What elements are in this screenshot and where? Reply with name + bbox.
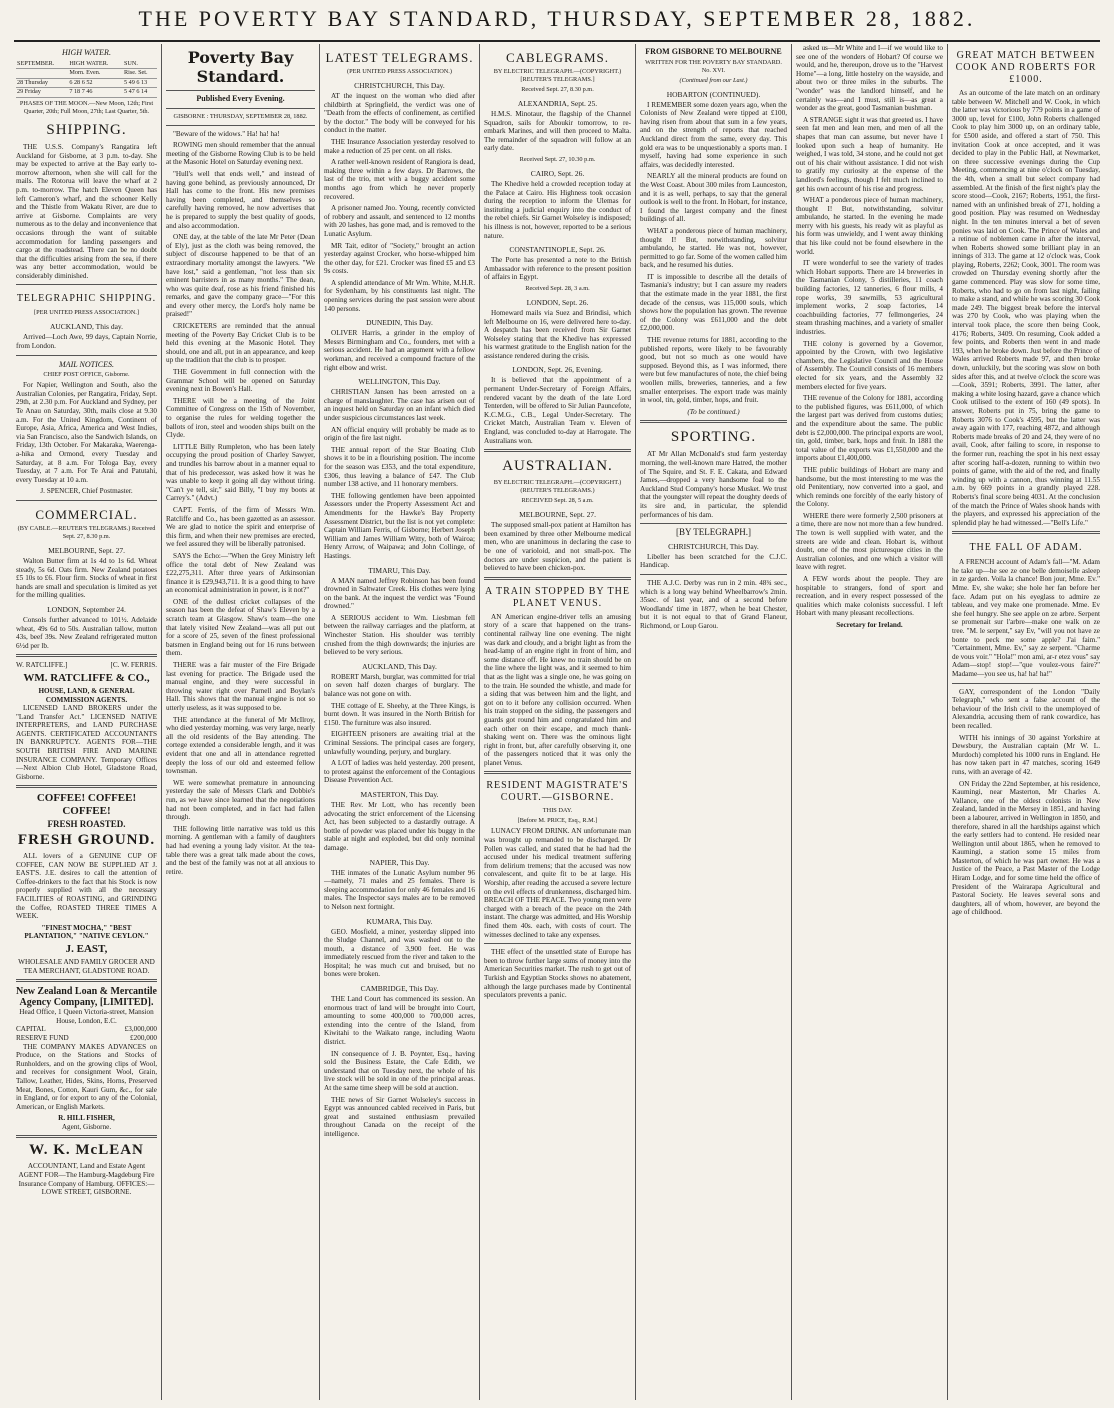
mclean-title: W. K. McLEAN [29, 1142, 144, 1159]
cable-place: CAIRO, Sept. 26. [530, 168, 585, 178]
commercial-text-2: Consols further advanced to 101½. Adelaide wheat, 49s 6d to 50s. Australian tallow, mutton 43s, beef 39s. New Zealand refrigerated mutton 6½d per lb. [16, 615, 157, 650]
court-text: LUNACY FROM DRINK. AN unfortunate man was brought up remanded to be discharged. Dr Pollen was called, and stated that he had had the accused under his medical treatment suffering from delirium tremens; that the accused was now convalescent, and quite fit to be at large. His Worship, after reading the accused a severe lecture on the evil effects of drunkenness, discharged him. BREACH OF THE PEACE. Two young men were charged with a breach of the peace on the 24th instant. The charge was admitted, and His Worship fined them 40s. each, with costs of court. The witnesses declined to take any expenses. [484, 827, 631, 939]
table-cell: 28 Thursday [16, 78, 68, 88]
table-row [16, 78, 157, 88]
paragraph: CRICKETERS are reminded that the annual meeting of the Poverty Bay Cricket Club is to be held this evening at the Masonic Hotel. They should, one and all, put in an appearance, and keep up the tradition that the club is to prosper. [166, 322, 315, 365]
serial-end-note: (To be continued.) [687, 407, 740, 416]
coffee-tag: "FINEST MOCHA," "BEST PLANTATION," "NATIVE CEYLON." [24, 923, 149, 941]
received-line: Received Sept. 27, 10.30 p.m. [519, 155, 596, 163]
paragraph: IT were wonderful to see the variety of trades which Hobart supports. There are 14 breweries in the Tasmanian Colony, 5 distilleries, 11 coach building factories, 12 tanneries, 6 flour mills, 4 rope works, 39 sawmills, 53 agricultural implement works, 2 soap factories, 14 coachbuilding factories, 77 fellmongeries, 24 steam thrashing machines, and a variety of smaller industries. [796, 259, 943, 336]
commercial-heading: COMMERCIAL. [35, 506, 138, 522]
paragraph: ROWING men should remember that the annual meeting of the Gisborne Rowing Club is to be held at the Masonic Hotel on Saturday evening next. [166, 141, 315, 167]
received-line: Received Sept. 27, 8.30 p.m. [521, 86, 594, 93]
paragraph: WHERE there were formerly 2,500 prisoners at a time, there are now not more than a few hundred. The town is well supplied with water, and the streets are wide and clean. Hobart is, without doubt, one of the most picturesque cities in the Australian colonies, and one which a visitor will leave with regret. [796, 511, 943, 572]
telegram-text: A LOT of ladies was held yesterday. 200 present, to protest against the enforcement of the Contagious Disease Prevention Act. [324, 759, 475, 785]
commercial-place-2: LONDON, September 24. [47, 604, 126, 614]
telegram-item [324, 492, 475, 561]
table-cell: 5 47 6 14 [123, 88, 157, 98]
column-footer: Secretary for Ireland. [836, 621, 903, 629]
telegram-text: A rather well-known resident of Rangiora is dead, making three within a few days. Dr Barrows, the last of the trio, met with a buggy accident some months ago from which he never properly recovered. [324, 158, 475, 201]
telegram-text: A prisoner named Jno. Young, recently convicted of robbery and assault, and sentenced to 12 months with 20 lashes, has gone mad, and is removed to the Lunatic Asylum. [324, 204, 475, 238]
court-sub: THIS DAY. [542, 807, 573, 815]
match-heading: GREAT MATCH BETWEEN COOK AND ROBERTS FOR £1000. [955, 50, 1097, 85]
divider [166, 125, 315, 126]
divider [16, 355, 157, 356]
tide-table [16, 60, 157, 98]
divider [484, 943, 631, 944]
telegram-text: AN official enquiry will probably be made as to origin of the fire last night. [324, 425, 475, 443]
divider [16, 1135, 157, 1138]
telegram-text: THE following gentlemen have been appointed Assessors under the Property Assessment Act and Amendments for the Hawke's Bay Property Assessment District, but the list is not yet complete: Captain William Ferris, of Gisborne; Herbert Joseph William and James William Witty, both of Wairoa; Henry Arrow, of Waipawa; and John Collinge, of Hastings. [324, 491, 475, 560]
telegram-text: THE Rev. Mr Lott, who has recently been advocating the strict enforcement of the Licensing Act, has been subjected to a dastardly outrage. A bottle of powder was placed under his buggy in the stable at night and exploded, but did only nominal damage. [324, 800, 475, 852]
paragraph: ON Friday the 22nd September, at his residence, Kaumingi, near Masterton, Mr Charles A. Vallance, one of the oldest colonists in New Zealand, landed in the Mersey in 1851, and having been a labourer, arrived in Wellington in 1850, and therefore, shared in all the hardships against which the early settlers had to contend. He resided near Wellington until about 1865, when he removed to Kaumingi, a station some 15 miles from Masterton, of which he was part owner. He was a Justice of the Peace, a Past Master of the Lodge Hiram Lodge, and for some time held the office of President of the Wairarapa Agricultural and Pastoral Society. He leaves several sons and daughters, all of whom, however, are beyond the age of childhood. [952, 779, 1100, 917]
telegram-item [324, 614, 475, 657]
table-cell: SEPTEMBER. [16, 60, 68, 69]
telegram-place: CAMBRIDGE, This Day. [360, 984, 439, 994]
ratcliffe-text: LICENSED LAND BROKERS under the "Land Transfer Act." LICENSED NATIVE INTERPRETERS, and LAND PURCHASE AGENTS. CERTIFICATED ACCOUNTANTS IN BANKRUPTCY. AGENTS FOR—THE SOUTH BRITISH FIRE AND MARINE INSURANCE COMPANY. Temporary Offices—Next Albion Club Hotel, Gladstone Road, Gisborne. [16, 704, 157, 781]
commercial-text: Walton Butter firm at 1s 4d to 1s 6d. Wheat steady, 5s 6d. Oats firm. New Zealand potatoes £5 10s to £6. Flour firm. Stocks of wheat in first hands are small and speculation is limited as yet for the milling qualities. [16, 556, 157, 600]
reserve-label: RESERVE FUND [16, 1033, 69, 1042]
shipping-heading: SHIPPING. [46, 121, 127, 138]
telegram-text: ROBERT Marsh, burglar, was committed for trial on seven half dozen charges of burglary. The balance was not gone on with. [324, 672, 475, 699]
telegram-text: GEO. Mosfield, a miner, yesterday slipped into the Sludge Channel, and was washed out to the mouth, a distance of 3,900 feet. He was immediately rescued from the river and taken to the Hospital; he was much cut and bruised, but no bones were broken. [324, 927, 475, 979]
capital-label: CAPITAL [16, 1025, 46, 1034]
coffee-line-1: COFFEE! COFFEE! COFFEE! [36, 792, 137, 818]
cable-text: H.M.S. Minotaur, the flagship of the Channel Squadron, sails for Aboukir tomorrow, to re-embark Marines, and will then proceed to Malta. The remainder of the squadron will follow at an early date. [484, 110, 631, 153]
telegram-item [324, 138, 475, 155]
telegraph-heading: [BY TELEGRAPH.] [676, 527, 751, 538]
match-text: As an outcome of the late match on an ordinary table between W. Mitchell and W. Cook, in which the latter was victorious by 779 points in a game of 3000 up, level for £100, John Roberts challenged Cook to play him 3000 up, on an ordinary table, for £500 aside, and offered a start of 750. This invitation Cook at once accepted, and it was decided to play in the Public Hall, at Newmarket, on three successive evenings during the Cup Meeting, commencing at nine o'clock on Tuesday, the 4th, when a small but select company had assembled. At the finish of the first night's play the score stood—Cook, 2167; Roberts, 1951, the first-named with an unfinished break of 271, holding a good position. Play was resumed on Wednesday night. In the ten minutes interval a bet of seven ponies was laid on Cook. The Prince of Wales and a retinue of noblemen came in after the interval, when Roberts showed some brilliant play in an innings of 313. The game at 12 o'clock was, Cook playing, Roberts, 2262; Cook, 3001. The room was crowded on Thursday evening shortly after the game commenced. Play was slow for some time, Roberts, who had to go on from last night, failing to make a stand, and while he was scoring 30 Cook made 249. The biggest break before the interval was 270 by Cook, who was playing when the interval took place, the score then being Cook, 4176; Roberts, 3409. On resuming, Cook added a few points, and Roberts then went in and made 193, when he broke down. Just before the Prince of Wales arrived Roberts made 97, and then broke down, unluckily, but the scoring was slow on both sides after this, and at twelve o'clock the score was—Cook, 3591; Roberts, 3991. The latter, after making a white losing hazard, gave a chance which Cook utilised to the extent of 160 (49 spots). In answer, Roberts put in 75, bring the game to Roberts 3076 to Cook's 4595, but the latter was away again with 177, reaching 4872, and although Roberts made breaks of 20 and 24, they were of no avail, Cook, after failing to score, in response to the former run, reaching the spot in his next essay after scoring half-a-dozen, running to within two points of game, with the aid of the red, and finally winding up with a cannon, thus winning at 11.55 a.m. by 669 points in a grandly played 228. Roberts's final score being 4031. At the conclusion of the match the Prince of Wales shook hands with the players, and expressed his appreciation of the splendid play he had witnessed.—"Bell's Life." [952, 89, 1100, 527]
received-line: Received Sept. 28, 3 a.m. [525, 284, 590, 292]
coffee-line-2: FRESH ROASTED. [47, 819, 126, 830]
telegram-place: TIMARU, This Day. [368, 565, 431, 575]
divider [16, 979, 157, 982]
paper-title: Poverty Bay Standard. [187, 48, 294, 86]
sporting-heading: SPORTING. [670, 429, 757, 446]
cable-text: The Khedive held a crowded reception today at the Palace at Cairo. His Highness took occasion during the reception to inform the Ulemas for instituting a judicial enquiry into the conduct of the rebel chiefs. Sir Garnet Wolseley is indisposed; his illness is not, however, reported to be a serious nature. [484, 179, 631, 240]
column-3 [320, 44, 480, 1400]
telegraphic-text: Arrived—Loch Awe, 99 days, Captain Norrie, from London. [16, 333, 157, 351]
column-1 [12, 44, 162, 1400]
telegram-item [324, 377, 475, 422]
cable-place: LONDON, Sept. 26. [526, 297, 589, 307]
paragraph: I REMEMBER some dozen years ago, when the Colonists of New Zealand were tipped at £100, having risen from about that sum in a few years, and on the strength of reports that reached Auckland direct from the same, every day. This gold era was to be unquestionably a sports man. I myself, having had some experience in such affairs, was decidedly interested. [640, 100, 787, 169]
cable-place: LONDON, Sept. 26, Evening. [512, 365, 603, 375]
divider [16, 654, 157, 657]
masthead-rule [14, 40, 1100, 42]
telegram-item [324, 279, 475, 313]
australian-sub: BY ELECTRIC TELEGRAPH.—(COPYRIGHT.) (REUTER'S TELEGRAMS.) [493, 479, 622, 495]
reserve-value: £200,000 [130, 1033, 157, 1042]
telegram-place: CHRISTCHURCH, This Day. [354, 81, 445, 90]
closing-text: THE effect of the unsettled state of Europe has been to throw further large sums of money into the American Securities market. The rush to get out of Turkish and Egyptian Stocks shows no abatement, although the large purchases made by Continental speculators prevents a panic. [484, 948, 631, 1000]
serial-place: HOBARTON (CONTINUED). [666, 89, 761, 99]
telegram-text: IN consequence of J. B. Poynter, Esq., having sold the Business Estate, the Cafe Edith, we understand that on Tuesday next, the whole of his live stock will be sold in one of the principal areas. At the same time sheep will be sold at auction. [324, 1049, 475, 1092]
sporting-text: AT Mr Allan McDonald's stud farm yesterday morning, the well-known mare Hatred, the mother of The Squire, and St. F. E. Cakata, and Edward James,—dropped a very handsome foal to the Auckland Stud Company's horse Musket. We trust that the youngster will repeat the doughty deeds of its sire and, in particular, the splendid performances of his dam. [640, 450, 787, 519]
coffee-text: ALL lovers of a GENUINE CUP OF COFFEE, CAN NOW BE SUPPLIED AT J. EAST'S. J.E. desires to call the attention of Coffee-drinkers to the fact that his Stock is now properly supplied with all the necessary FACILITIES of ROASTING, and GRINDING the Coffee, ROASTED THREE TIMES A WEEK. [16, 852, 157, 921]
telegram-item [324, 158, 475, 201]
telegraph-text: Libeller has been scratched for the C.J.C. Handicap. [640, 552, 787, 570]
table-cell: HIGH WATER. [68, 60, 123, 69]
agent-name: R. HILL FISHER, [58, 1114, 115, 1123]
telegram-item [324, 318, 475, 372]
paragraph: NEARLY all the mineral products are found on the West Coast. About 300 miles from Launceston, and it is as well, perhaps, to say that the general outlook is well to the front. In Hobart, for instance, I found the largest company and the finest buildings of all. [640, 172, 787, 224]
australian-place: MELBOURNE, Sept. 27. [519, 510, 596, 520]
column-6 [792, 44, 948, 1400]
mail-signoff: J. SPENCER, Chief Postmaster. [40, 487, 133, 496]
divider [166, 90, 315, 91]
paragraph: SAYS the Echo:—"When the Grey Ministry left office the total debt of New Zealand was £22,275,311. After three years of Atkinsonian finance it is £29,943,711. It is a good thing to have an economical administration in power, is it not?" [166, 551, 315, 595]
telegram-place: WELLINGTON, This Day. [358, 377, 441, 387]
telegram-item [324, 858, 475, 912]
telegram-text: THE annual report of the Star Boating Club shows it to be in a flourishing position. The income for the season was £353, and the total expenditure, £306, thus leaving a balance of £47. The Club number 138 active, and 11 honorary members. [324, 445, 475, 489]
ratcliffe-header [16, 661, 157, 670]
telegram-place: MASTERTON, This Day. [360, 789, 439, 799]
telegram-item [324, 426, 475, 443]
australian-heading: AUSTRALIAN. [502, 458, 613, 475]
telegram-item [324, 566, 475, 611]
divider [952, 531, 1100, 534]
paragraph: THE Government in full connection with the Grammar School will be opened on Saturday evening next in Bowen's Hall. [166, 368, 315, 394]
column-2 [162, 44, 320, 1400]
divider [484, 449, 631, 452]
telegram-place: KUMARA, This Day. [366, 916, 433, 926]
table-cell: 7 18 7 46 [68, 88, 123, 98]
column-4 [480, 44, 636, 1400]
table-row [16, 60, 157, 69]
paragraph: THE public buildings of Hobart are many and handsome, but the most interesting to me was the old Penitentiary, now converted into a gaol, and which reminds one forcibly of the early history of the Colony. [796, 465, 943, 509]
telegram-text: THE inmates of the Lunatic Asylum number 96—namely, 71 males and 25 females. There is sleeping accommodation for only 46 females and 16 males. The Inspector says males are to be removed to Nelson next fortnight. [324, 868, 475, 911]
telegram-item [324, 662, 475, 699]
divider [952, 683, 1100, 684]
serial-sub: WRITTEN FOR THE POVERTY BAY STANDARD. No. XVI. [645, 58, 782, 74]
ratcliffe-right: [C. W. FERRIS. [110, 661, 157, 670]
telegram-item [324, 242, 475, 276]
mail-text: For Napier, Wellington and South, also the Australian Colonies, per Rangatira, Friday, Sept. 29th, at 2.30 p.m. For Auckland and Sydney, per Te Anau on Saturday, 30th, mails close at 9.30 a.m. For the United Kingdom, Continent of Europe, Asia, Africa, America and West Indies, via San Francisco, also the Sandwich Islands, on Friday, 13th October. For Makaraka, Waerenga-a-hika and Ormond, every Tuesday and Saturday, at 8 a.m. For Tologa Bay, every Tuesday, at 7 a.m. For Te Arai and Patutahi, every Tuesday at 10 a.m. [16, 381, 157, 484]
table-cell: Morn. Even. [68, 69, 123, 79]
telegram-item [324, 917, 475, 980]
telegram-item [324, 790, 475, 853]
paragraph: THE attendance at the funeral of Mr McIlroy, who died yesterday morning, was very large, nearly all the old residents of the Bay attending. The cortege extended a considerable length, and it was evident that one and all in attendance regretted deeply the loss of our old and esteemed fellow townsman. [166, 715, 315, 776]
divider [640, 420, 787, 423]
paragraph: "Beware of the widows." Ha! ha! ha! [173, 129, 280, 138]
australian-text: The supposed small-pox patient at Hamilton has been examined by three other Melbourne medical men, who are unanimous in declaring the case to be one of varioloid, and not small-pox. The doctors are under suspicion, and the patient is believed to have been chicken-pox. [484, 521, 631, 573]
telegram-item [324, 730, 475, 756]
tide-note: PHASES OF THE MOON.—New Moon, 12th; First Quarter, 20th; Full Moon, 27th; Last Quarter, 5th. [19, 99, 154, 115]
ratcliffe-line: HOUSE, LAND, & GENERAL COMMISSION AGENTS. [38, 686, 135, 704]
telegraphic-place: AUCKLAND, This day. [49, 322, 124, 332]
nz-loan-title: New Zealand Loan & Mercantile Agency Company, [LIMITED]. [16, 986, 157, 1009]
mclean-text: AGENT FOR—The Hamburg-Magdeburg Fire Insurance Company of Hamburg. OFFICES:—LOWE STREET, GISBORNE. [18, 1171, 155, 1197]
adam-text: A FRENCH account of Adam's fall—"M. Adam he take up—he see ze one belle demoiselle asleep in ze garden. Voila la chance! Bon jour, Mme. Ev." Mme. Ev, she wake; she hole her fan before her face. Adam put on his eyeglass to admire ze tableau, and vey make one promenade. Mme. Ev she feel hungry. She see apple on ze arbre. Serpent se promenait sur l'arbre—make one walk on ze tree. "M. le serpent," say Ev, "will you not have ze bonte to peck me some apple? J'ai faim." "Certainment, Mme. Ev," say ze serpent. "Charme de vous voir." "Hola!" mon ami, ar-r etez vous" say Adam—stop! stop!—"que voulez-vous faire?" Madame—you see us, ha! ha! ha!" [952, 558, 1100, 678]
column-7 [948, 44, 1104, 1400]
cable-text: It is believed that the appointment of a permanent Under-Secretary of Foreign Affairs, rendered vacant by the death of the late Lord Tenterden, will be offered to Sir Julian Pauncefote, K.C.M.G., C.B., Legal Under-Secretary. The Cricket Match, Australian Team v. Eleven of England, was concluded to-day at Harrogate. The Australians won. [484, 376, 631, 445]
paragraph: WE were somewhat premature in announcing yesterday the sale of Messrs Clark and Dobbie's run, as we have since learned that the negotiations had not been completed, and in fact had fallen through. [166, 778, 315, 822]
coffee-line-3: FRESH GROUND. [17, 832, 156, 849]
court-heading: RESIDENT MAGISTRATE'S COURT.—GISBORNE. [486, 780, 629, 804]
paragraph: WITH his innings of 30 against Yorkshire at Dewsbury, the Australian captain (Mr W. L. Murdoch) completed his 1000 runs in England. He has now taken part in 47 matches, scoring 1649 runs, with an average of 42. [952, 733, 1100, 776]
ratcliffe-title: WM. RATCLIFFE & CO., [23, 671, 150, 684]
commercial-sub: (BY CABLE.—REUTER'S TELEGRAMS.) Received Sept. 27, 8.30 p.m. [17, 524, 156, 540]
paragraph: IT is impossible to describe all the details of Tasmania's industry; but I can assure my readers that the estimate made in the year 1881, the first decade of the census, was 115,000 souls, which shows how the population has grown. The revenue of the Colony was £611,000 and the debt £2,000,000. [640, 272, 787, 333]
mail-sub: CHIEF POST OFFICE, Gisborne. [43, 371, 130, 379]
paragraph: A STRANGE sight it was that greeted us. I have seen fat men and lean men, and men of all the shapes that man can assume, but never have I looked upon such a heap of humanity. He weighed, I was told, 34 stone, and he could not get out of his chair without assistance. I did not wish to gratify my curiosity at the expense of the landlord's feelings, though I felt much inclined to get his own account of his rise and progress. [796, 115, 943, 193]
table-cell: 6 28 6 52 [68, 78, 123, 88]
serial-heading: FROM GISBORNE TO MELBOURNE [645, 47, 782, 56]
telegram-text: THE news of Sir Garnet Wolseley's success in Egypt was announced cabled received in Paris, but great and sustained enthusiasm prevailed throughout Canada on the receipt of the intelligence. [324, 1095, 475, 1138]
paragraph: THE following little narrative was told us this morning. A gentleman with a family of daughters had had evening a young lady visitor. At the tea-table there was a great talk made about the cows, and the best of the family was not at all anxious to retire. [166, 824, 315, 876]
telegram-place: AUCKLAND, This Day. [362, 661, 437, 671]
telegram-item [324, 446, 475, 489]
divider [484, 577, 631, 580]
paragraph: THERE will be a meeting of the Joint Committee of Congress on the 15th of November, to organise the rules for welding together the ballots of iron, steel and wooden ships built on the Clyde. [166, 396, 315, 440]
telegram-item [324, 984, 475, 1047]
tide-heading: HIGH WATER. [62, 48, 111, 57]
table-row [16, 88, 157, 98]
cable-text: The Porte has presented a note to the British Ambassador with reference to the present position of affairs in Egypt. [484, 256, 631, 282]
telegram-text: OLIVER Harris, a grinder in the employ of Messrs Birmingham and Co., founders, met with a serious accident. He had an argument with a fellow workman, and received a compound fracture of the right elbow and wrist. [324, 329, 475, 372]
paragraph: WHAT a ponderous piece of human machinery, thought I! But, notwithstanding, solvitur ambulando, he started. He was not, however, permitted to go far. Some of the women called him back, and he resumed his duties. [640, 226, 787, 270]
published-line: Published Every Evening. [196, 94, 285, 103]
telegram-text: THE Land Court has commenced its session. An enormous tract of land will be brought into Court, amounting to some 400,000 to 700,000 acres, extending into the centre of the Island, from Kiwitahi to the Waikato range, including Waotu district. [324, 995, 475, 1047]
telegram-text: THE Insurance Association yesterday resolved to make a reduction of 25 per cent. on all risks. [324, 137, 475, 155]
paragraph: WHAT a ponderous piece of human machinery, thought I! But, notwithstanding, solvitur ambulando, he started. In the evening he made merry with his guests, his ready wit as playful as his form was unwieldy, and I went away thinking that his like could not be found elsewhere in the world. [796, 196, 943, 256]
newspaper-page [12, 44, 1104, 1400]
telegram-item [324, 1050, 475, 1093]
paragraph: THE revenue of the Colony for 1881, according to the published figures, was £611,000, of which the largest part was derived from customs duties; and the expenditure about the same. The public debt is £2,000,000. The principal exports are wool, tin, gold, timber, bark, hops and fruit. In 1881 the total value of the exports was £1,550,000 and the imports about £1,400,000. [796, 394, 943, 463]
cable-place: CONSTANTINOPLE, Sept. 26. [509, 245, 606, 255]
adam-heading: THE FALL OF ADAM. [969, 542, 1083, 554]
telegraph-place: CHRISTCHURCH, This Day. [668, 541, 759, 551]
paragraph: LITTLE Billy Rumpleton, who has been lately occupying the proud position of Charley Sawyer, and trundles his barrow about in a manner equal to that of his predecessor, was asked how it was he was unable to keep it going all day without tiring. "Can't ye tell, sir," said Billy, "I buy my boots at Carrey's." (Advt.) [166, 442, 315, 503]
paragraph: THE revenue returns for 1881, according to the published reports, were likely to be favourably good, but not so much as one would have supposed. Beyond this, as I was informed, there were but few manufactures of note, the chief being woollen mills, breweries, tanneries, and a few smaller enterprises. The export trade was mainly in wool, tin, gold, timber, hops, and fruit. [640, 336, 787, 405]
telegram-item [324, 702, 475, 728]
paragraph: asked us—Mr White and I—if we would like to see one of the wonders of Hobart? Of course we would, and he, thereupon, drove us to the "Harvest Home"—a long, little hostelry on the wayside, and about two or three miles in the suburbs. The "wonder" was the landlord himself, and he certainly was—and I must, still is—as great a wonder as the great, good Tasmanian bushman. [796, 44, 943, 113]
mail-heading: MAIL NOTICES. [59, 359, 114, 369]
australian-received: RECEIVED Sept. 28, 5 a.m. [521, 497, 594, 505]
divider [16, 785, 157, 788]
capital-value: £3,000,000 [124, 1025, 157, 1034]
paragraph: GAY, correspondent of the London "Daily Telegraph," who sent a false account of the behaviour of the Irish civil to the unemployed of Alexandria, accusing them of rank cowardice, has been recalled. [952, 687, 1100, 730]
divider [484, 771, 631, 774]
telegram-text: CHRISTIAN Jansen has been arrested on a charge of manslaughter. The case has arisen out of an inquest held on Saturday on an infant which died under suspicious circumstances last week. [324, 388, 475, 422]
telegraphic-heading: TELEGRAPHIC SHIPPING. [16, 293, 157, 305]
cablegrams-sub: BY ELECTRIC TELEGRAPH.—(COPYRIGHT.) [REUTER'S TELEGRAMS.] [493, 68, 622, 83]
telegrams-heading: LATEST TELEGRAMS. [325, 50, 474, 65]
table-cell: Rise. Set. [123, 69, 157, 79]
divider [640, 574, 787, 575]
cable-place: ALEXANDRIA, Sept. 25. [517, 99, 598, 108]
telegram-item [324, 1096, 475, 1139]
train-text: AN American engine-driver tells an amusing story of a scare that happened on the trans-continental railway line one evening. The night was dark and cloudy, and a bright light as from the head-lamp of an engine right in front of him, and some distance off. He knew no train should be on the line where the light was, and it seemed to him that as the light was a single one, he was going on to the train. He sounded the whistle, and made for a siding that was between him and the light, and got on to it before any collision occurred. When his train stopped on the siding, the passengers and guards got round him and congratulated him and each other on their escape, and much thank-shaking went on. There was the ominous light right in front, but, after carefully observing it, one of the passengers noticed that it was only the planet Venus. [484, 612, 631, 767]
telegram-text: AT the inquest on the woman who died after childbirth at Springfield, the verdict was one of "Death from the effects of confinement, as certified by the doctor." The body will be conveyed for his conduct in the matter. [324, 92, 475, 135]
telegraphic-sub: [PER UNITED PRESS ASSOCIATION.] [34, 309, 139, 317]
court-sub-2: [Before M. PRICE, Esq., R.M.] [517, 817, 598, 825]
telegram-text: A splendid attendance of Mr Wm. White, M.H.R. for Sydenham, by his constituents last night. The opening services during the past session were about 140 persons. [324, 278, 475, 313]
telegram-text: A SERIOUS accident to Wm. Liesbman fell between the railway carriages and the platform, at Winchester Station. His shoulder was terribly crushed from the thigh downwards; the injuries are believed to be very serious. [324, 613, 475, 657]
east-text: WHOLESALE AND FAMILY GROCER AND TEA MERCHANT, GLADSTONE ROAD. [18, 957, 155, 975]
train-heading: A TRAIN STOPPED BY THE PLANET VENUS. [485, 585, 630, 609]
divider [16, 500, 157, 501]
table-row [16, 69, 157, 79]
east-name: J. EAST, [65, 942, 108, 955]
masthead: THE POVERTY BAY STANDARD, THURSDAY, SEPTEMBER 28, 1882. [138, 6, 976, 31]
reserve-row [16, 1034, 157, 1043]
table-cell: 5 49 6 13 [123, 78, 157, 88]
mclean-role: ACCOUNTANT, Land and Estate Agent [27, 1162, 146, 1171]
paragraph: A FEW words about the people. They are hospitable to strangers, fond of sport and recreation, and in every respect possessed of the qualities which make colonists successful. I left Hobart with many pleasant recollections. [796, 575, 943, 618]
table-cell: 29 Friday [16, 88, 68, 98]
dateline: GISBORNE : THURSDAY, SEPTEMBER 28, 1882. [173, 112, 308, 120]
paragraph: ONE day, at the table of the late Mr Peter (Dean of Ely), just as the cloth was being removed, the subject of discourse happened to be that of an extraordinary mortality amongst the lawyers. "We have lost," said a gentleman, "not less than six eminent barristers in as many months." The dean, who was quite deaf, rose as his friend finished his remarks, and gave the company grace—"For this and every other mercy, the Lord's holy name be praised!" [166, 233, 315, 319]
telegram-text: A MAN named Jeffrey Robinson has been found drowned in Saltwater Creek. His clothes were lying on the bank. At the inquest the verdict was "Found drowned." [324, 576, 475, 611]
paragraph: CAPT. Ferris, of the firm of Messrs Wm. Ratcliffe and Co., has been gazetted as an assessor. We are glad to notice the spirit and enterprise of this firm, and when their new premises are erected, we feel assured they will be liberally patronised. [166, 505, 315, 549]
serial-continued: (Continued from our Last.) [679, 76, 748, 84]
paragraph: ONE of the dullest cricket collapses of the season has been the defeat of Shaw's Eleven by a scratch team at Glasgow. Shaw's team—the one that lately visited New Zealand—was all put out for a score of 25, seven of the finest professional batsmen in England being out for 16 runs between them. [166, 597, 315, 658]
telegram-place: DUNEDIN, This Day. [366, 318, 433, 328]
telegram-place: NAPIER, This Day. [369, 857, 430, 867]
telegrams-sub: (PER UNITED PRESS ASSOCIATION.) [347, 68, 452, 75]
commercial-place: MELBOURNE, Sept. 27. [48, 545, 125, 555]
shipping-text: THE U.S.S. Company's Rangatira left Auckland for Gisborne, at 3 p.m. to-day. She may be expected to arrive at the Bay early to-morrow afternoon, when she will call for the mails. The Rotorua will leave the wharf at 2 p.m. to-morrow. The hatch Eleven Queen has left Cameron's wharf, and the schooner Kelly and the Thistle from Wakatu River, are due to arrive at Gisborne. Complaints are very numerous as to the delay and inconvenience that occasions through the want of suitable accommodation for landing passengers and cargo at the roadstead. There can be no doubt that the difficulties arising from the sea, if there was any better accommodation, would be considerably diminished. [16, 142, 157, 280]
telegram-item [324, 759, 475, 785]
divider [16, 284, 157, 285]
telegram-item [324, 204, 475, 238]
paragraph: "Hull's well that ends well," and instead of having gone behind, as previously announced, Dr Hall has come to the front. His new premises having been completed, and themselves so carefully having removed, he now advertises that he is prepared to supply the best quality of goods, and also accommodation. [166, 169, 315, 230]
nz-loan-text-2: THE COMPANY MAKES ADVANCES on Produce, on the Stations and Stocks of Runholders, and on the growing clips of Wool, and receives for consignment Wool, Grain, Tallow, Leather, Hides, Skins, Horns, Preserved Meat, Bones, Cotton, Kauri Gum, &c., for sale in England, or for export to any of the Colonial, American, or English Markets. [16, 1042, 157, 1111]
capital-row [16, 1025, 157, 1034]
table-cell [16, 69, 68, 79]
telegram-item [324, 81, 475, 135]
paragraph: THERE was a fair muster of the Fire Brigade last evening for practice. The Brigade used the manual engine, and they were successful in throwing water right over Parnell and Boylan's Hall. This shows that the manual engine is not so utterly useless, as it was supposed to be. [166, 661, 315, 712]
table-cell: SUN. [123, 60, 157, 69]
cable-text: Homeward mails via Suez and Brindisi, which left Melbourne on 16, were delivered here to-day. A despatch has been received from Sir Garnet Wolseley stating that the Khedive has expressed his warmest gratitude to the English nation for the assistance rendered during the crisis. [484, 308, 631, 360]
sporting-text-2: THE A.J.C. Derby was run in 2 min. 48¾ sec., which is a long way behind Wheelbarrow's 2min. 35sec. of last year, and of a second before Woodlands' time in 1877, when he beat Chester, but it is not equal to that of Grand Flaneur, Richmond, or Loup Garou. [640, 578, 787, 630]
paragraph: THE colony is governed by a Governor, appointed by the Crown, with two legislative chambers, the Legislative Council and the House of Assembly. The Council consists of 16 members elected for six years, and the Assembly 32 members elected for five years. [796, 339, 943, 391]
telegram-text: MR Tait, editor of "Society," brought an action yesterday against Crocker, who horse-whipped him the other day, for £21. Crocker was fined £5 and £3 9s costs. [324, 241, 475, 276]
telegram-text: EIGHTEEN prisoners are awaiting trial at the Criminal Sessions. The principal cases are forgery, unlawfully wounding, perjury, and burglary. [324, 730, 475, 756]
ratcliffe-left: W. RATCLIFFE.] [16, 661, 68, 670]
agent-role: Agent, Gisborne. [61, 1122, 112, 1131]
divider [166, 108, 315, 109]
telegram-text: THE cottage of E. Sheehy, at the Three Kings, is burnt down. It was insured in the North British for £150. The furniture was also insured. [324, 701, 475, 727]
cablegrams-heading: CABLEGRAMS. [505, 50, 610, 65]
nz-loan-text: Head Office, 1 Queen Victoria-street, Mansion House, London, E.C. [19, 1008, 154, 1025]
divider [640, 523, 787, 524]
column-5 [636, 44, 792, 1400]
